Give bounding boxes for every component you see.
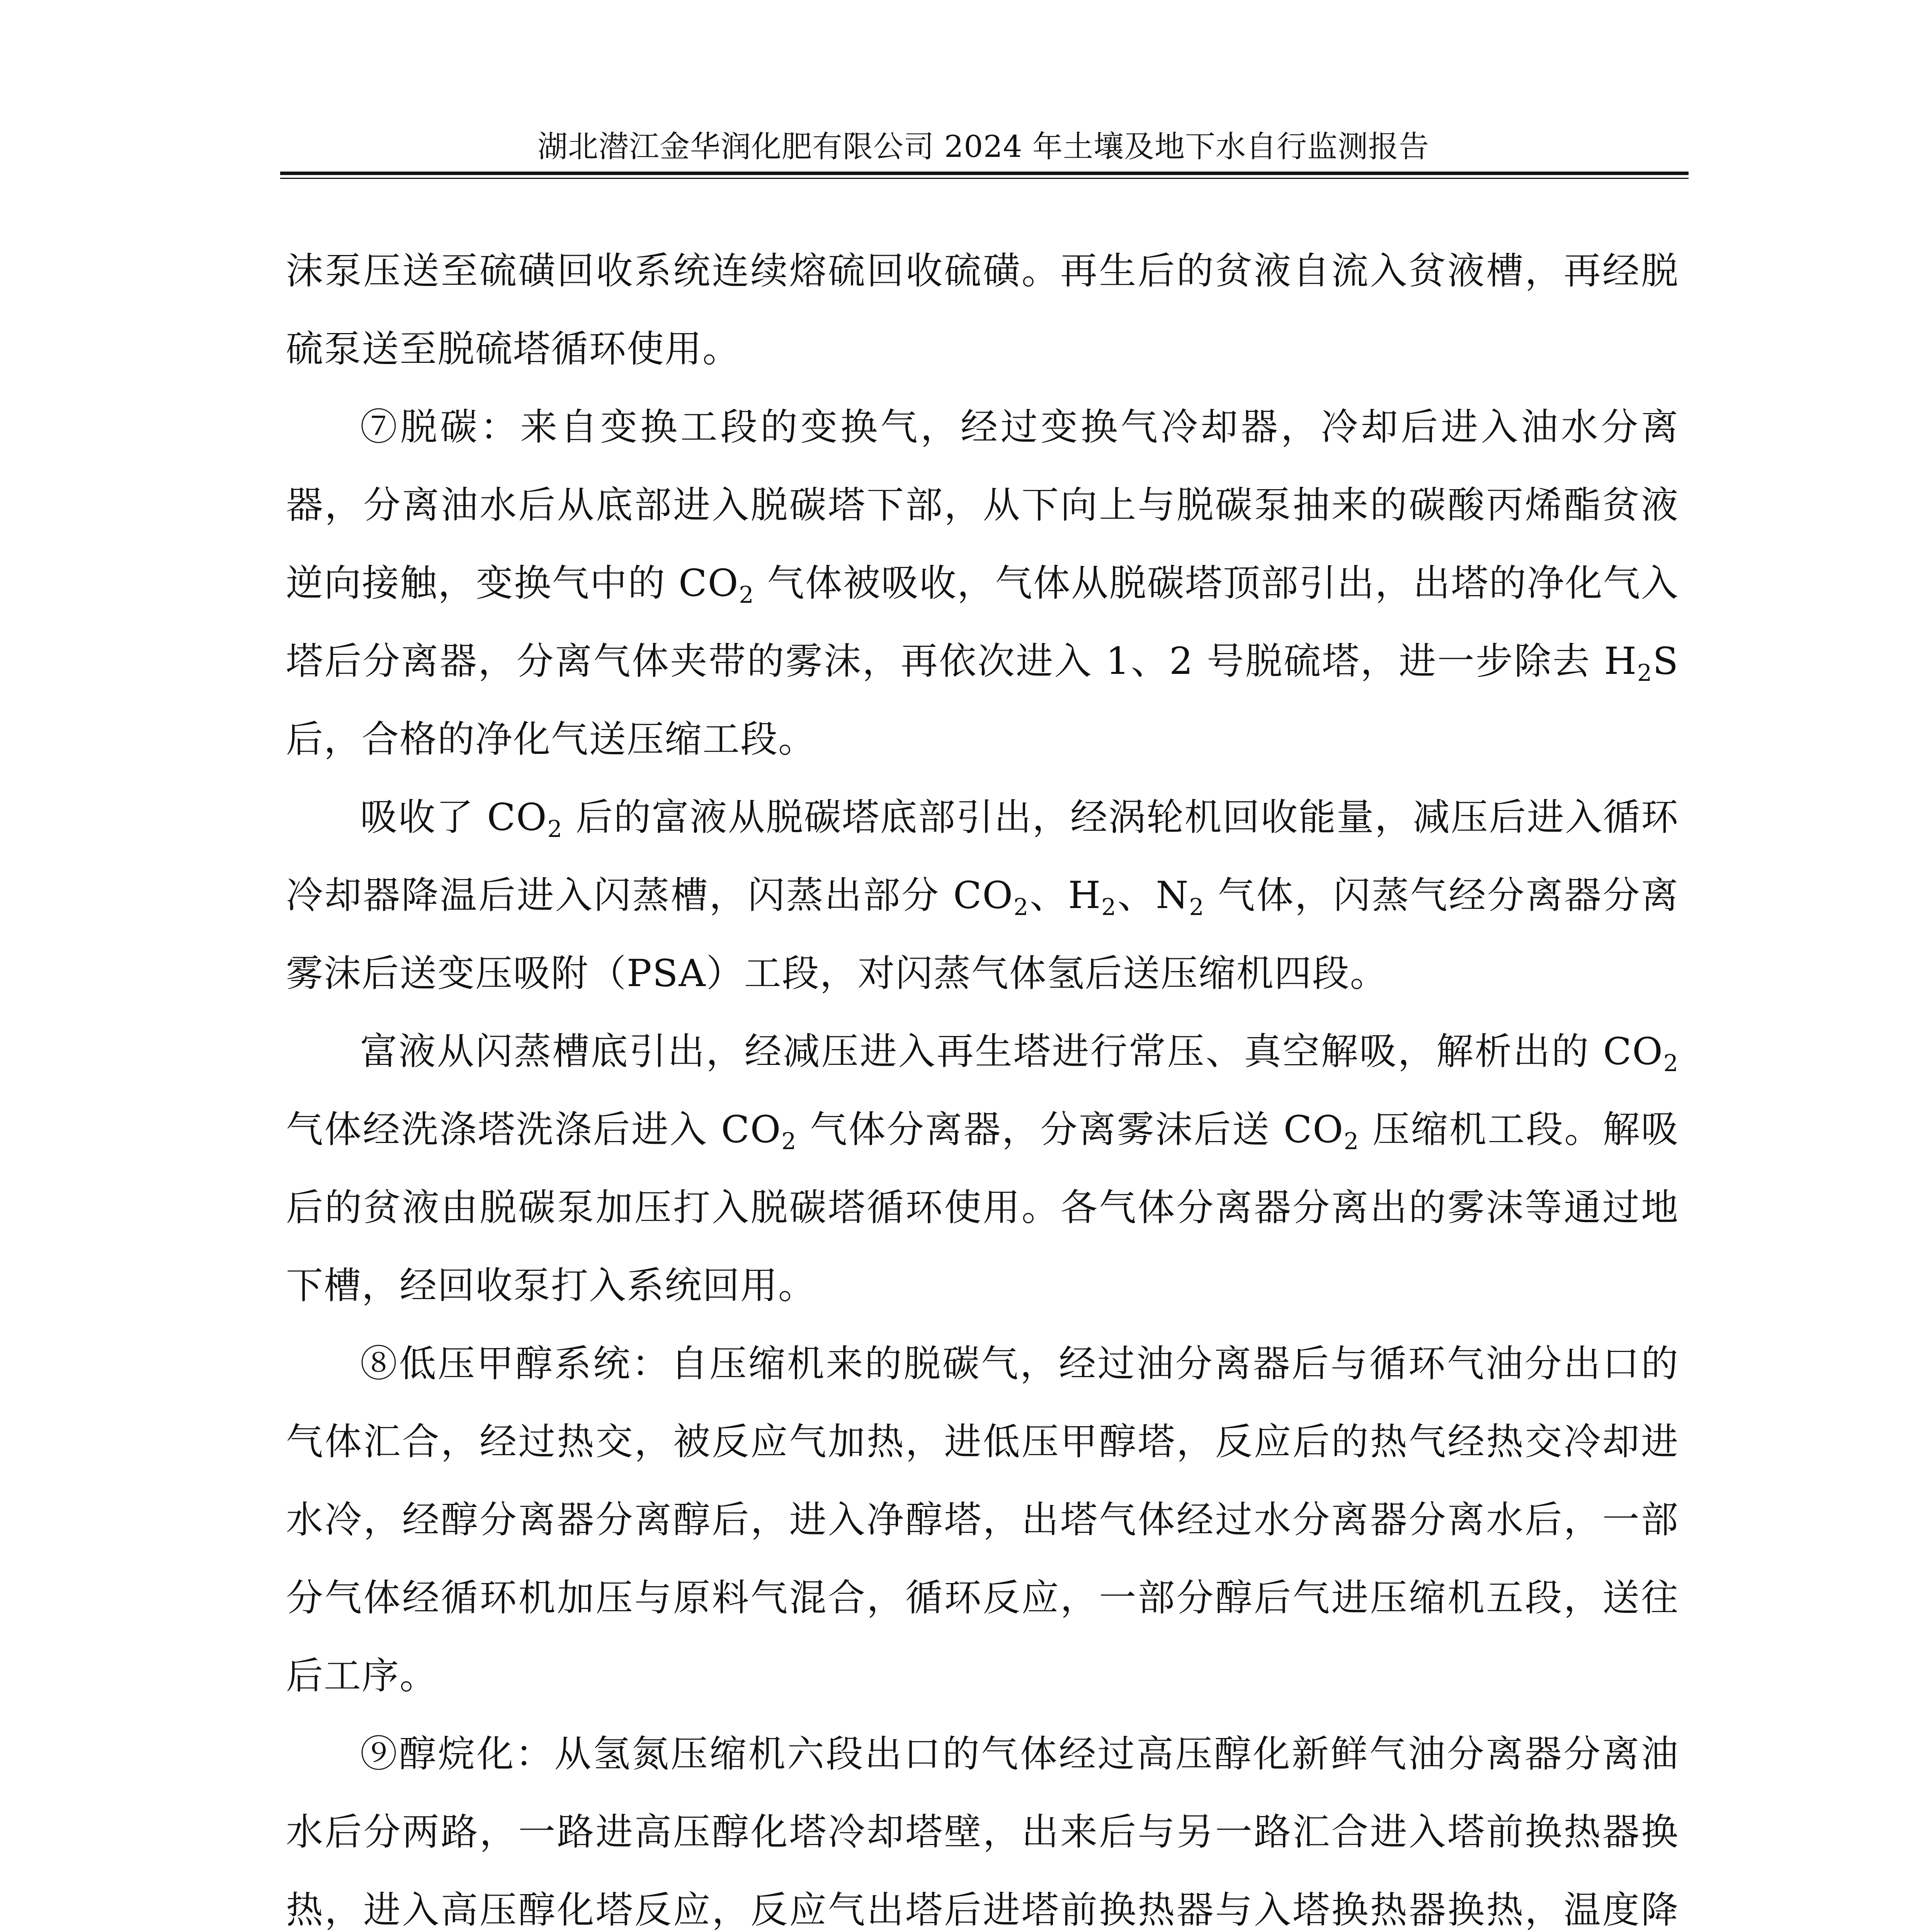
paragraph-1: 沫泵压送至硫磺回收系统连续熔硫回收硫磺。再生后的贫液自流入贫液槽，再经脱硫泵送至脱硫塔循环使用。 <box>286 249 1679 371</box>
header-rule-thin <box>280 178 1689 179</box>
paragraph-2-text-2: 气体被吸收，气体从脱碳塔顶部引出，出塔的净化气入塔后分离器，分离气体夹带的雾沫，再依次进入 1、2 号脱硫塔，进一步除去 H <box>286 561 1679 683</box>
paragraph-5: ⑧低压甲醇系统：自压缩机来的脱碳气，经过油分离器后与循环气油分出口的气体汇合，经过热交，被反应气加热，进低压甲醇塔，反应后的热气经热交冷却进水冷，经醇分离器分离醇后，进入净醇塔，出塔气体经过水分离器分离水后，一部分气体经循环机加压与原料气混合，循环反应，一部分醇后气进压缩机五段，送往后工序。 <box>286 1342 1679 1697</box>
paragraph-6: ⑨醇烷化：从氢氮压缩机六段出口的气体经过高压醇化新鲜气油分离器分离油水后分两路，一路进高压醇化塔冷却塔壁，出来后与另一路汇合进入塔前换热器换热，进入高压醇化塔反应，反应气出塔后进塔前换热器与入塔换热器换热，温度降 <box>286 1732 1679 1932</box>
paragraph-4-text-1: 富液从闪蒸槽底引出，经减压进入再生塔进行常压、真空解吸，解析出的 CO <box>360 1030 1663 1073</box>
header-rule-thick <box>280 172 1689 175</box>
paragraph-3-text-1: 吸收了 CO <box>360 796 548 839</box>
subscript-co2: 2 <box>1663 1050 1679 1077</box>
subscript-h2: 2 <box>1101 894 1117 921</box>
paragraph-3-text-3: 、H <box>1029 874 1102 917</box>
paragraph-3 <box>286 778 1679 1012</box>
subscript-co2: 2 <box>1014 894 1029 921</box>
subscript-h2s: 2 <box>1637 660 1653 687</box>
subscript-co2: 2 <box>739 582 755 609</box>
paragraph-3-text-4: 、N <box>1117 874 1189 917</box>
paragraph-2 <box>286 388 1679 778</box>
paragraph-3-text-2: 后的富液从脱碳塔底部引出，经涡轮机回收能量，减压后进入循环冷却器降温后进入闪蒸槽，闪蒸出部分 CO <box>286 796 1679 917</box>
subscript-co2: 2 <box>547 816 563 843</box>
paragraph-3-text-5: 气体，闪蒸气经分离器分离雾沫后送变压吸附（PSA）工段，对闪蒸气体氢后送压缩机四段。 <box>286 874 1679 995</box>
subscript-co2: 2 <box>1344 1128 1360 1155</box>
paragraph-4-text-3: 气体分离器，分离雾沫后送 CO <box>797 1108 1344 1151</box>
paragraph-2-text-1: ⑦脱碳：来自变换工段的变换气，经过变换气冷却器，冷却后进入油水分离器，分离油水后从底部进入脱碳塔下部，从下向上与脱碳泵抽来的碳酸丙烯酯贫液逆向接触，变换气中的 CO <box>286 405 1679 605</box>
paragraph-2-text-3: S 后，合格的净化气送压缩工段。 <box>286 639 1679 761</box>
page-header-title: 湖北潜江金华润化肥有限公司 2024 年土壤及地下水自行监测报告 <box>537 129 1430 164</box>
paragraph-4-text-4: 压缩机工段。解吸后的贫液由脱碳泵加压打入脱碳塔循环使用。各气体分离器分离出的雾沫等通过地下槽，经回收泵打入系统回用。 <box>286 1108 1679 1307</box>
document-body <box>286 232 1679 1932</box>
paragraph-4-text-2: 气体经洗涤塔洗涤后进入 CO <box>286 1108 782 1151</box>
subscript-co2: 2 <box>781 1128 797 1155</box>
subscript-n2: 2 <box>1189 894 1205 921</box>
paragraph-4 <box>286 1012 1679 1325</box>
